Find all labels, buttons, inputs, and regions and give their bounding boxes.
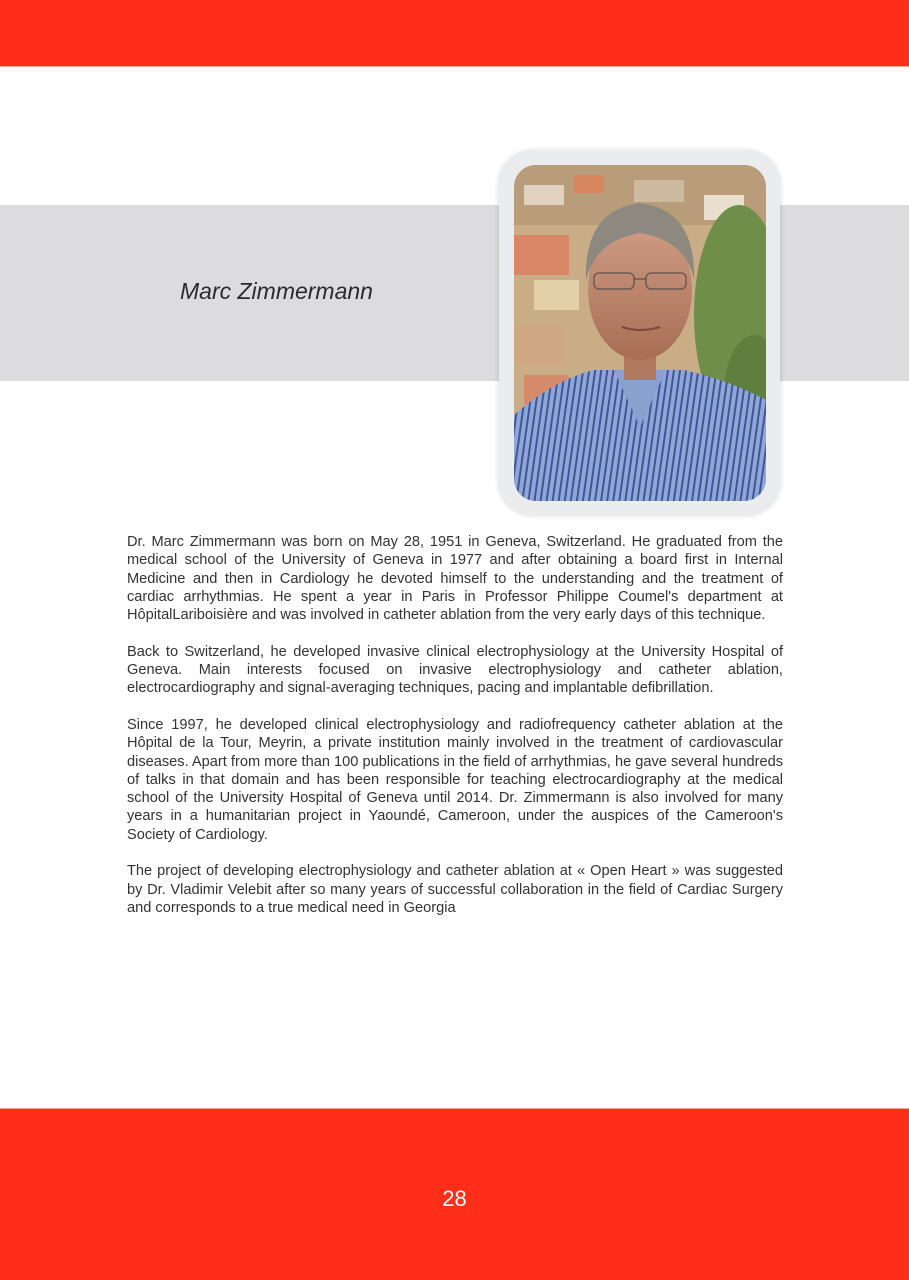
page-number: 28 (442, 1186, 467, 1211)
portrait-photo (514, 165, 766, 501)
header-band (0, 0, 909, 67)
person-name: Marc Zimmermann (180, 278, 373, 304)
bio-paragraph: The project of developing electrophysiology and catheter ablation at « Open Heart » was suggested by Dr. Vladimir Velebit after so many years of successful collaboration in the field of Cardiac Surgery and corresponds to a true medical need in Georgia (127, 863, 783, 916)
biography-text (127, 533, 783, 936)
photo-frame (499, 151, 780, 515)
bio-paragraph: Back to Switzerland, he developed invasive clinical electrophysiology at the University Hospital of Geneva. Main interests focused on invasive electrophysiology and catheter ablation, electrocardiography and signal-averaging techniques, pacing and implantable defibrillation. (127, 643, 783, 697)
bio-paragraph: Since 1997, he developed clinical electrophysiology and radiofrequency catheter ablation at the Hôpital de la Tour, Meyrin, a private institution mainly involved in the treatment of cardiovascular diseases. Apart from more than 100 publications in the field of arrhythmias, he gave several hundreds of talks in that domain and has been responsible for teaching electrocardiography at the medical school of the University Hospital of Geneva until 2014. Dr. Zimmermann is also involved for many years in a humanitarian project in Yaoundé, Cameroon, under the auspices of the Cameroon's Society of Cardiology. (127, 716, 783, 843)
bio-paragraph: Dr. Marc Zimmermann was born on May 28, 1951 in Geneva, Switzerland. He graduated from the medical school of the University of Geneva in 1977 and after obtaining a board first in Internal Medicine and then in Cardiology he devoted himself to the understanding and the treatment of cardiac arrhythmias. He spent a year in Paris in Professor Philippe Coumel's department at HôpitalLariboisière and was involved in catheter ablation from the very early days of this technique. (127, 534, 783, 624)
